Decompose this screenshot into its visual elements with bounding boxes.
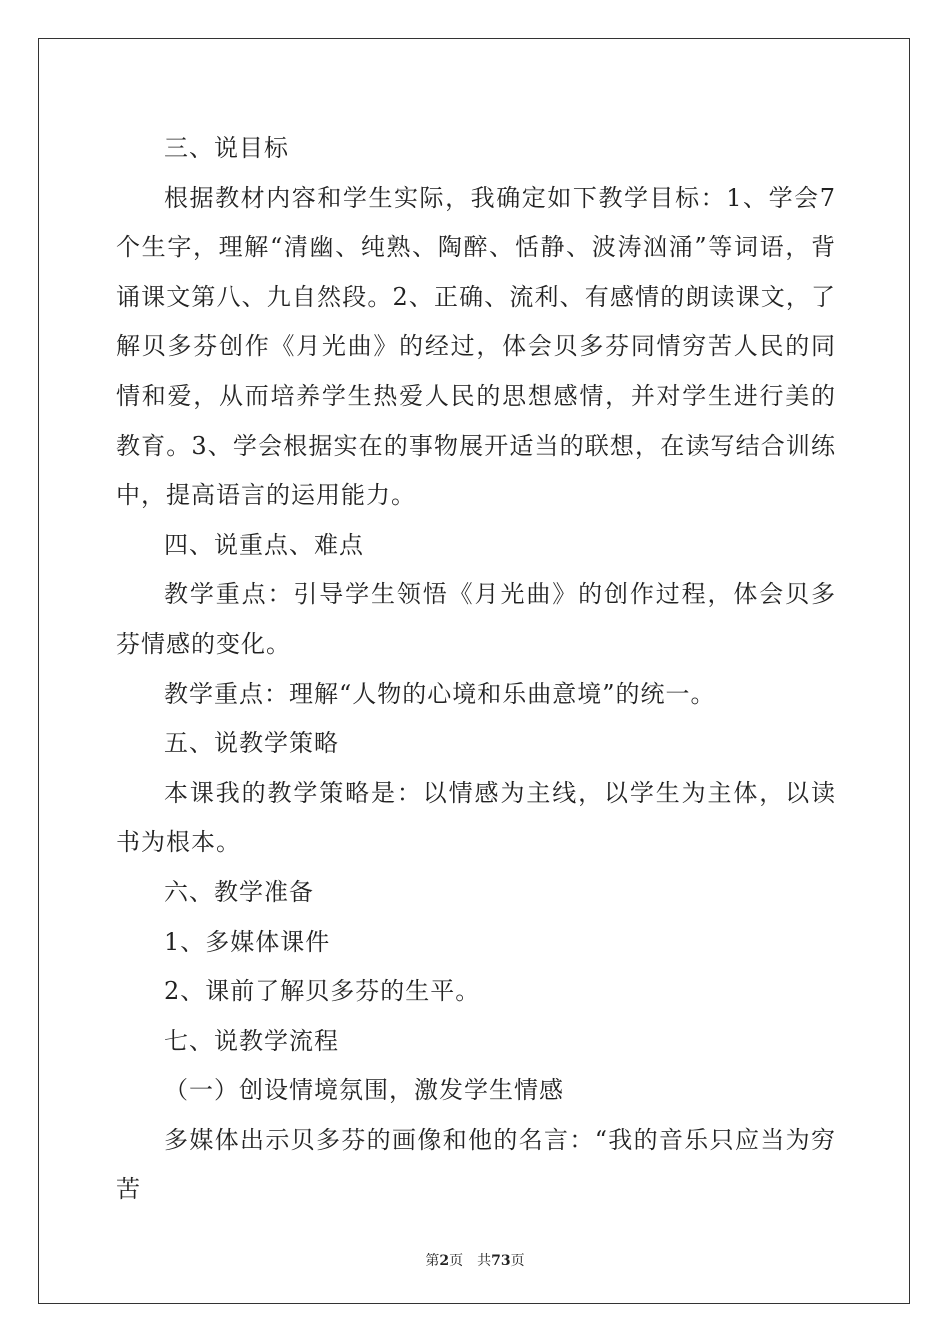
footer-page-number: 2 — [439, 1253, 450, 1269]
paragraph-objectives: 根据教材内容和学生实际，我确定如下教学目标：1、学会7个生字，理解“清幽、纯熟、陶醉、恬静、波涛汹涌”等词语，背诵课文第八、九自然段。2、正确、流利、有感情的朗读课文，了解贝多芬创作《月光曲》的经过，体会贝多芬同情穷苦人民的同情和爱，从而培养学生热爱人民的思想感情，并对学生进行美的教育。3、学会根据实在的事物展开适当的联想，在读写结合训练中，提高语言的运用能力。 — [116, 183, 836, 510]
list-item-preparation-2: 2、课前了解贝多芬的生平。 — [164, 977, 481, 1006]
paragraph-key-point-2: 教学重点：理解“人物的心境和乐曲意境”的统一。 — [164, 679, 716, 708]
footer-page-suffix: 页 — [449, 1253, 464, 1269]
paragraph-strategy: 本课我的教学策略是：以情感为主线，以学生为主体，以读书为根本。 — [116, 778, 836, 857]
section-heading-key-points: 四、说重点、难点 — [164, 530, 364, 559]
section-heading-strategy: 五、说教学策略 — [164, 729, 339, 758]
paragraph-key-point-1: 教学重点：引导学生领悟《月光曲》的创作过程，体会贝多芬情感的变化。 — [116, 580, 836, 658]
subheading-process-1: （一）创设情境氛围，激发学生情感 — [164, 1076, 564, 1105]
section-heading-objectives: 三、说目标 — [164, 134, 289, 162]
footer-total-prefix: 共 — [477, 1253, 492, 1269]
footer-total-suffix: 页 — [510, 1253, 525, 1269]
footer-page-prefix: 第 — [425, 1253, 440, 1269]
section-heading-preparation: 六、教学准备 — [164, 877, 314, 906]
document-body — [116, 124, 836, 1215]
section-heading-process: 七、说教学流程 — [164, 1026, 339, 1055]
paragraph-process-1: 多媒体出示贝多芬的画像和他的名言：“我的音乐只应当为穷苦 — [116, 1125, 836, 1204]
list-item-preparation-1: 1、多媒体课件 — [164, 927, 331, 956]
footer-total-number: 73 — [491, 1253, 511, 1269]
page-footer — [0, 1250, 950, 1270]
